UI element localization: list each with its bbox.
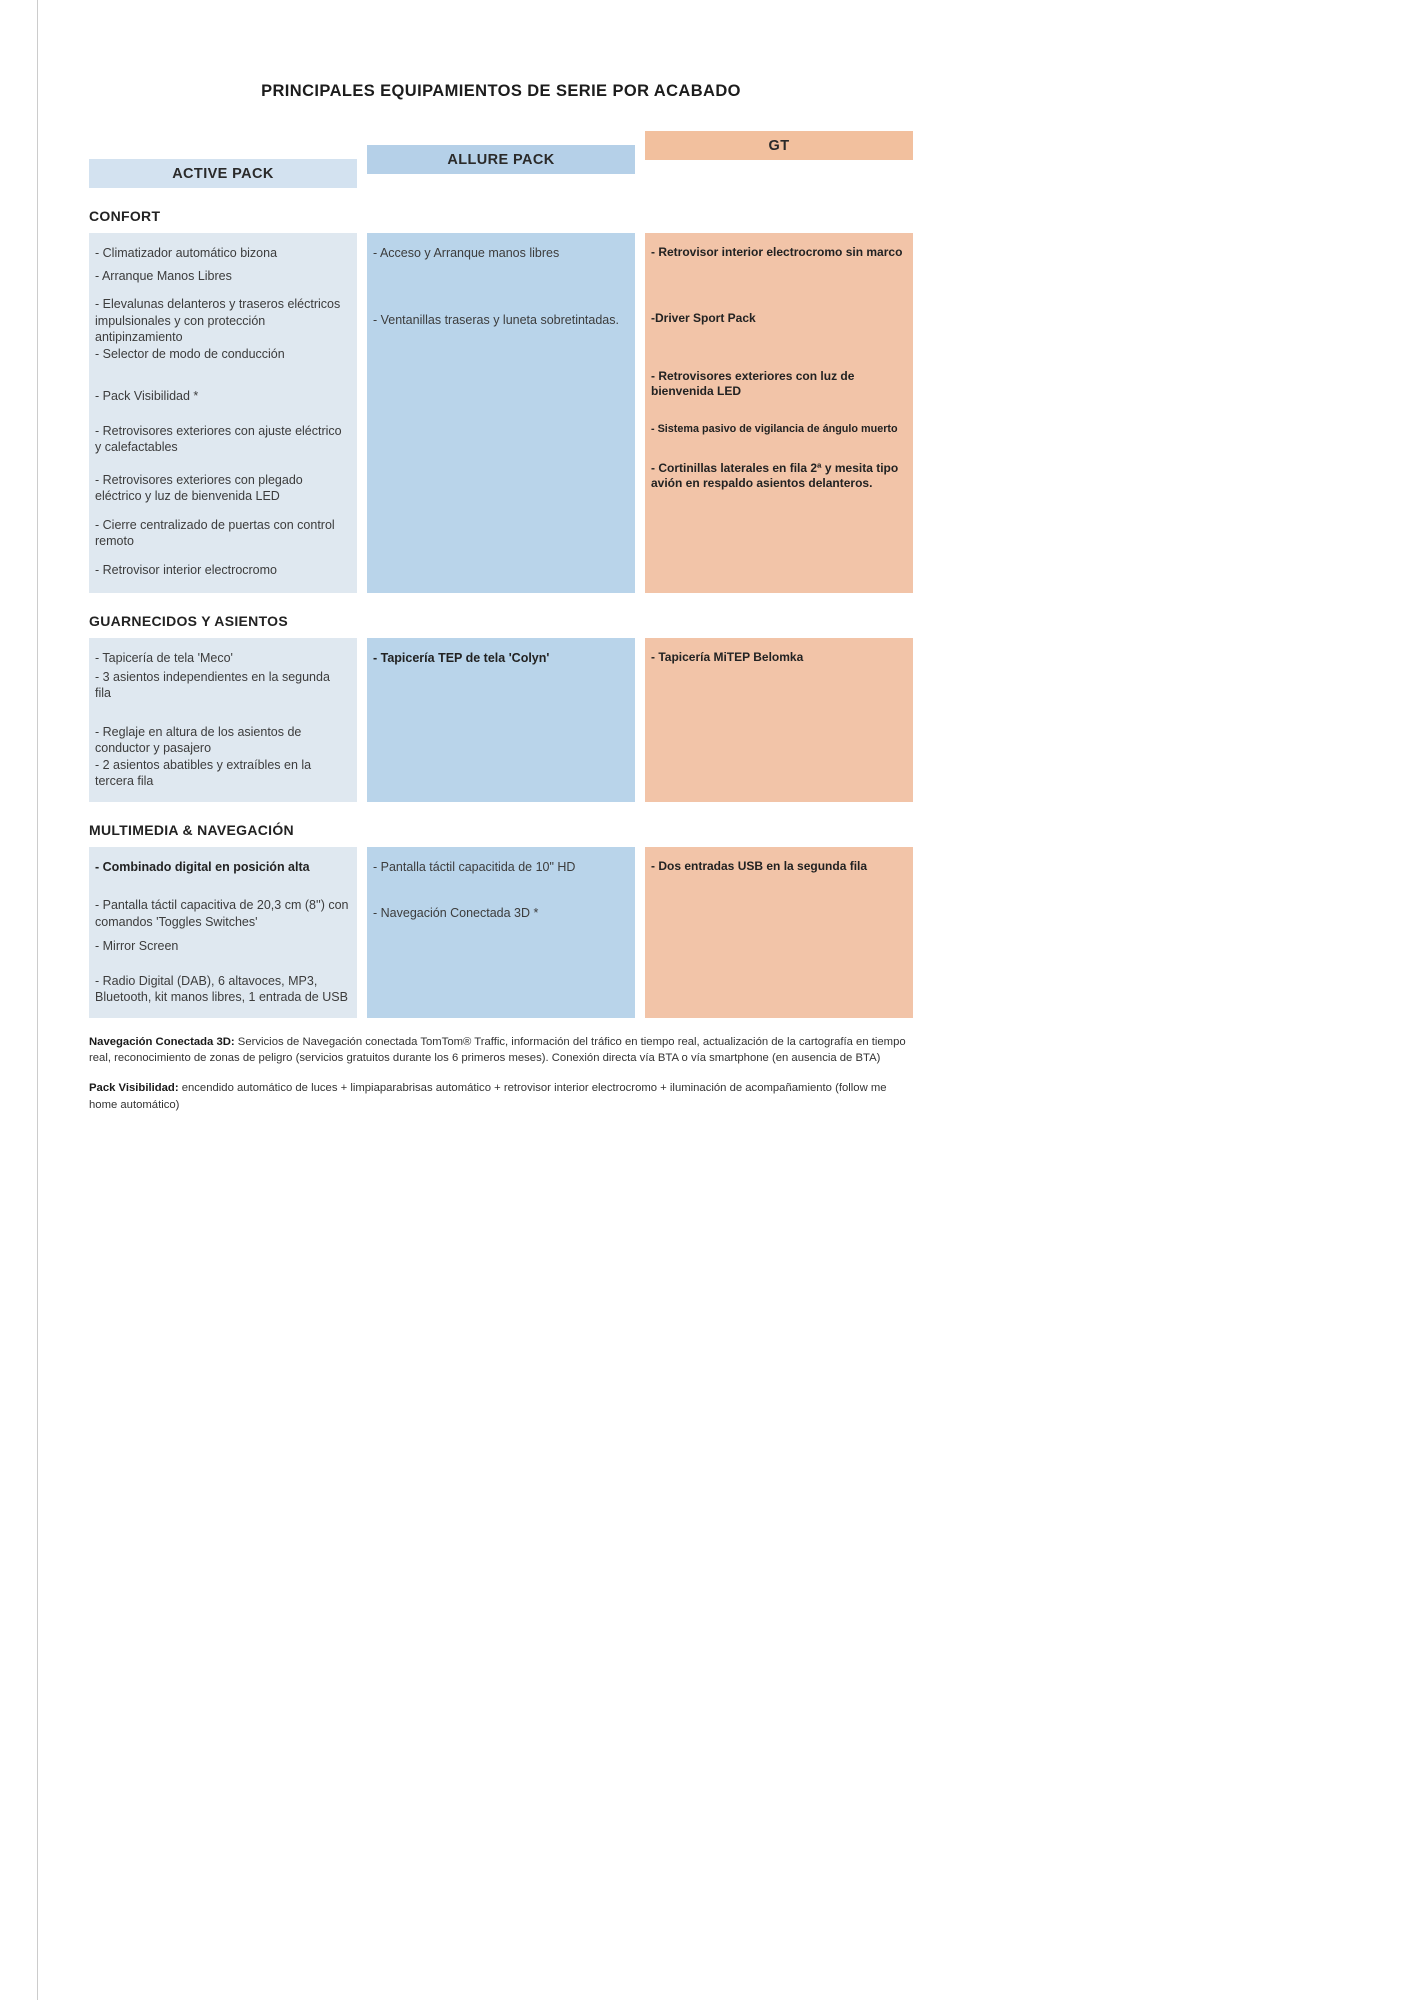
equipment-item: -Driver Sport Pack xyxy=(651,310,756,325)
equipment-item: - Retrovisores exteriores con luz de bienvenida LED xyxy=(651,368,855,399)
section-row xyxy=(89,638,913,802)
equipment-item: - Mirror Screen xyxy=(95,939,179,953)
active-pack-cell xyxy=(89,233,357,593)
equipment-item: - Sistema pasivo de vigilancia de ángulo muerto xyxy=(651,423,898,436)
equipment-item: - Cierre centralizado de puertas con control remoto xyxy=(95,517,335,548)
column-headers xyxy=(89,131,913,188)
footnote-text: encendido automático de luces + limpiaparabrisas automático + retrovisor interior electrocromo + iluminación de acompañamiento (follow me home automático) xyxy=(89,1082,887,1112)
section-heading: MULTIMEDIA & NAVEGACIÓN xyxy=(89,821,294,838)
gt-pack-cell xyxy=(645,847,913,1018)
equipment-item: - Tapicería MiTEP Belomka xyxy=(651,650,804,664)
section-row xyxy=(89,847,913,1018)
section-heading: CONFORT xyxy=(89,208,161,224)
footnote-text: Servicios de Navegación conectada TomTom® Traffic, información del tráfico en tiempo real, actualización de la cartografía en tiempo real, reconocimiento de zonas de peligro (servicios gratuitos durante los 6 primeros meses). Conexión directa vía BTA o vía smartphone (en ausencia de BTA) xyxy=(89,1035,906,1065)
equipment-item: - Arranque Manos Libres xyxy=(95,268,232,283)
section-heading: GUARNECIDOS Y ASIENTOS xyxy=(89,613,289,629)
page-title: PRINCIPALES EQUIPAMIENTOS DE SERIE POR ACABADO xyxy=(261,82,741,100)
section-2 xyxy=(89,822,913,1018)
equipment-item: - Elevalunas delanteros y traseros eléctricos impulsionales y con protección antipinzamiento xyxy=(95,297,341,344)
gt-pack-cell xyxy=(645,233,913,593)
equipment-item: - Selector de modo de conducción xyxy=(95,346,285,361)
footnote xyxy=(89,1080,911,1114)
active-pack-cell xyxy=(89,638,357,802)
footnote xyxy=(89,1034,911,1068)
active-pack-cell xyxy=(89,847,357,1018)
footnote-lead: Navegación Conectada 3D: xyxy=(89,1035,235,1048)
equipment-item: - Retrovisor interior electrocromo sin marco xyxy=(651,245,903,259)
gt-pack-cell xyxy=(645,638,913,802)
allure-pack-cell xyxy=(367,847,635,1018)
equipment-item: - Retrovisores exteriores con ajuste eléctrico y calefactables xyxy=(95,423,342,454)
column-header-allure-pack: ALLURE PACK xyxy=(367,145,635,174)
equipment-item: - Navegación Conectada 3D * xyxy=(373,906,539,920)
allure-pack-cell xyxy=(367,638,635,802)
equipment-item: - Pantalla táctil capacitida de 10" HD xyxy=(373,859,576,874)
section-1 xyxy=(89,613,913,802)
equipment-item: - Combinado digital en posición alta xyxy=(95,859,310,874)
column-header-active-pack: ACTIVE PACK xyxy=(89,159,357,188)
page-edge-line xyxy=(37,0,38,2000)
equipment-item: - Pantalla táctil capacitiva de 20,3 cm (8'') con comandos 'Toggles Switches' xyxy=(95,898,349,929)
page-content xyxy=(89,0,913,1127)
equipment-item: - Climatizador automático bizona xyxy=(95,246,278,260)
equipment-item: - Ventanillas traseras y luneta sobretintadas. xyxy=(373,312,619,327)
footnotes xyxy=(89,1034,913,1115)
equipment-item: - Tapicería TEP de tela 'Colyn' xyxy=(373,651,550,665)
column-header-gt: GT xyxy=(645,131,913,160)
sections xyxy=(89,208,913,1018)
equipment-item: - Acceso y Arranque manos libres xyxy=(373,246,560,260)
section-0 xyxy=(89,208,913,593)
equipment-item: - Cortinillas laterales en fila 2ª y mesita tipo avión en respaldo asientos delanteros. xyxy=(651,460,899,491)
equipment-item: - Pack Visibilidad * xyxy=(95,389,199,403)
equipment-item: - Retrovisor interior electrocromo xyxy=(95,562,277,577)
equipment-item: - Dos entradas USB en la segunda fila xyxy=(651,858,868,873)
equipment-item: - Tapicería de tela 'Meco' xyxy=(95,651,233,665)
section-row xyxy=(89,233,913,593)
equipment-item: - Reglaje en altura de los asientos de conductor y pasajero xyxy=(95,724,302,755)
equipment-item: - 3 asientos independientes en la segunda fila xyxy=(95,669,330,700)
equipment-item: - Radio Digital (DAB), 6 altavoces, MP3, Bluetooth, kit manos libres, 1 entrada de USB xyxy=(95,973,348,1004)
allure-pack-cell xyxy=(367,233,635,593)
equipment-item: - Retrovisores exteriores con plegado eléctrico y luz de bienvenida LED xyxy=(95,472,303,503)
equipment-item: - 2 asientos abatibles y extraíbles en la tercera fila xyxy=(95,757,312,788)
footnote-lead: Pack Visibilidad: xyxy=(89,1082,179,1095)
